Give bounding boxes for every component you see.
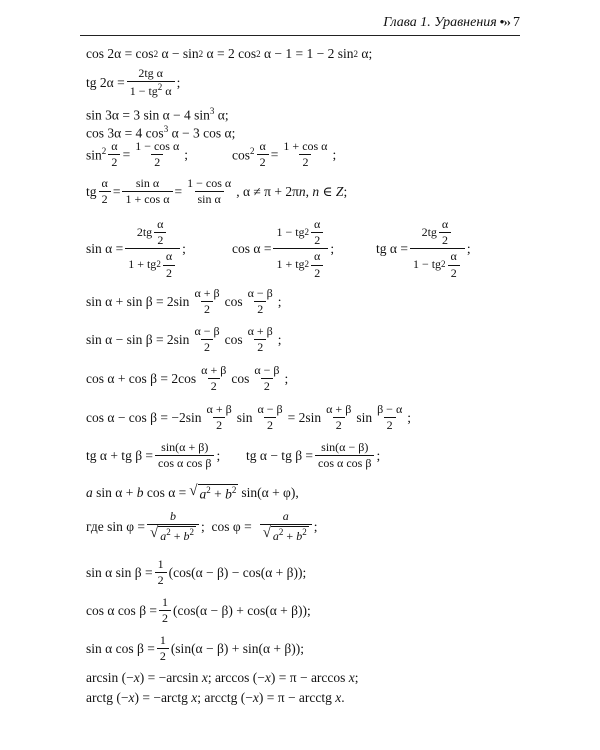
- formula-cos2-half: $\cos^2$ $\frac{\alpha}{2}$ = $\frac{\text{1 + cos α}}{2}$ ;: [232, 139, 337, 170]
- formula-sin3a: sin 3α = 3 sin α − 4 $\sin^3 \alpha$;: [86, 106, 229, 123]
- formula-cos-cos: cos α cos β = $\frac{1}{2}$ (cos(α − β) + cos(α + β));: [86, 595, 311, 626]
- formula-sin2-half: $\sin^2$ $\frac{\alpha}{2}$ = $\frac{\text{1 − cos α}}{2}$ ;: [86, 139, 189, 170]
- formula-cos-via-tg: cos α = 1 − tg 2 $\frac{\alpha}{2}$ 1 + tg 2 $\frac{\alpha}{2}$ ;: [232, 217, 335, 280]
- formula-cos-sum: cos α + cos β = 2cos $\frac{\alpha + \beta}{2}$ cos $\frac{\alpha - \beta}{2}$ ;: [86, 363, 289, 394]
- formula-sin-sin: sin α sin β = $\frac{1}{2}$ (cos(α − β) − cos(α + β));: [86, 557, 307, 588]
- formula-cos2a: cos 2α = cos 2 α − sin 2 α = 2 cos 2 α − 1 = 1 − 2 sin 2 α;: [86, 46, 373, 61]
- formula-tg-via-tg: tg α = 2tg $\frac{\alpha}{2}$ 1 − tg 2 $\frac{\alpha}{2}$ ;: [376, 217, 471, 280]
- formula-sin-via-tg: sin α = 2tg $\frac{\alpha}{2}$ 1 + tg 2 $\frac{\alpha}{2}$ ;: [86, 217, 186, 280]
- formula-sin-cos: sin α cos β = $\frac{1}{2}$ (sin(α − β) + sin(α + β));: [86, 633, 305, 664]
- chapter-title: Глава 1. Уравнения: [383, 15, 497, 30]
- formula-aux-angle-def: где sin φ = b √ $a^2 + b^2$ ; cos φ = a √ $a^2 + b^2$ ;: [86, 509, 318, 544]
- formula-aux-angle: a sin α + b cos α = √ $a^2 + b^2$ sin(α + φ),: [86, 483, 299, 502]
- formula-arctg-arcctg: arctg (−x) = −arctg x; arcctg (−x) = π − arcctg x.: [86, 690, 345, 705]
- formula-tg-diff: tg α − tg β = $\frac{\sin(\alpha - \beta)}{\text{cos α cos β}}$ ;: [246, 440, 381, 471]
- formula-sin-sum: sin α + sin β = 2sin $\frac{\alpha + \beta}{2}$ cos $\frac{\alpha - \beta}{2}$ ;: [86, 286, 282, 317]
- formula-cos3a: cos 3α = 4 $\cos^3 \alpha - 3$ cos α;: [86, 124, 236, 141]
- formula-cos-diff: cos α − cos β = −2sin $\frac{\alpha + \beta}{2}$ sin $\frac{\alpha - \beta}{2}$ = 2sin $\frac{\alpha + \beta}{2}$ sin $\frac{\beta - \alpha}{2}$ ;: [86, 402, 412, 433]
- formula-tg2a: tg 2α = $\frac{\text{2tg α}}{1 - tg^2 \alpha}$ ;: [86, 66, 181, 99]
- formula-arcsin-arccos: arcsin (−x) = −arcsin x; arccos (−x) = π − arccos x;: [86, 670, 359, 685]
- formula-sin-diff: sin α − sin β = 2sin $\frac{\alpha - \beta}{2}$ cos $\frac{\alpha + \beta}{2}$ ;: [86, 324, 282, 355]
- header-ornament: •››: [499, 14, 510, 29]
- formula-tg-sum: tg α + tg β = $\frac{\sin(\alpha + \beta)}{\text{cos α cos β}}$ ;: [86, 440, 221, 471]
- running-header: [383, 14, 520, 31]
- header-rule: [80, 35, 520, 36]
- page-number: 7: [513, 15, 520, 30]
- formula-tg-half: tg $\frac{\alpha}{2}$ = $\frac{\text{sin α}}{\text{1 + cos α}}$ = $\frac{\text{1 − cos α}}{\text{sin α}}$ , α ≠ π + 2πn, n ∈ Z;: [86, 176, 348, 207]
